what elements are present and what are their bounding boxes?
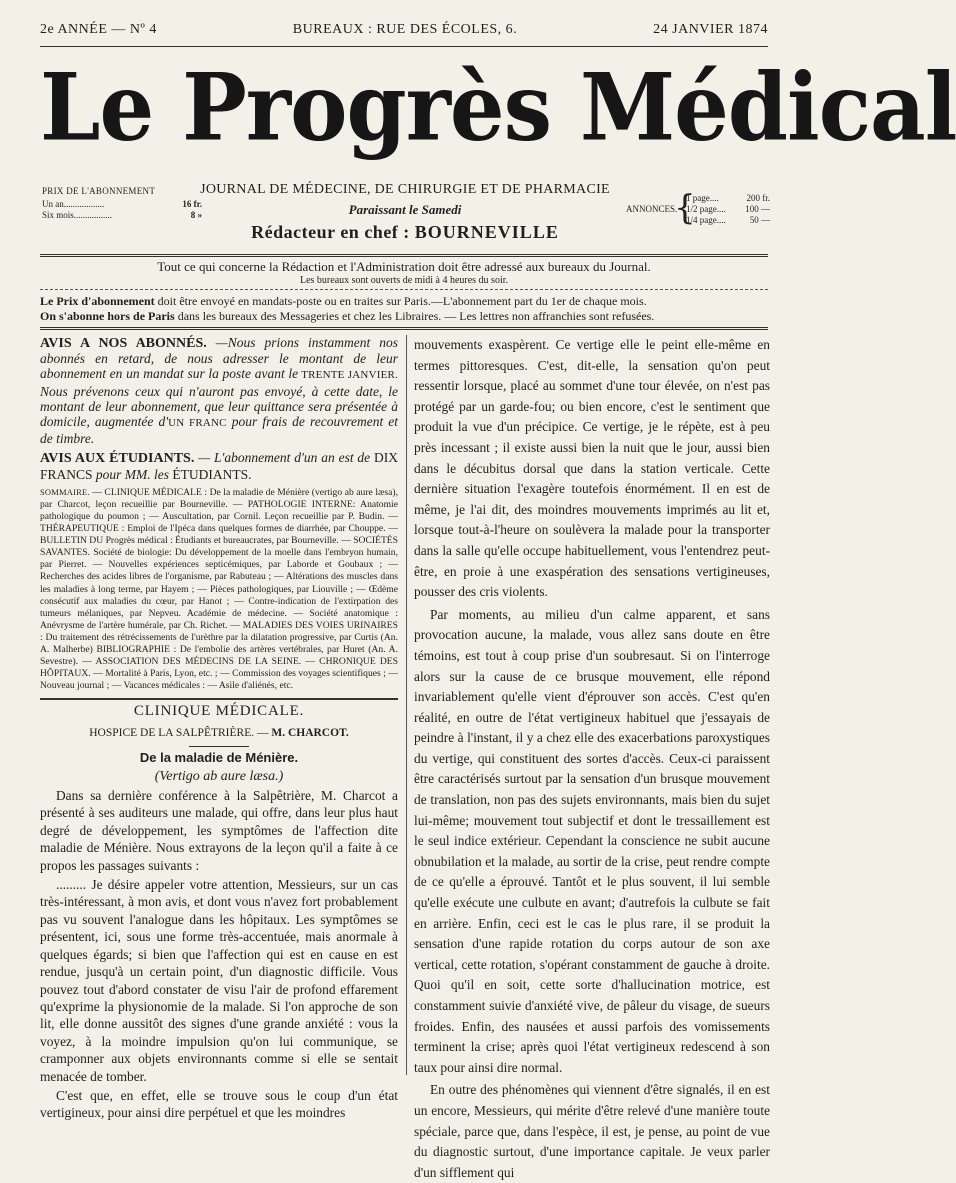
masthead-subtitle-block xyxy=(200,182,610,243)
ad-size: 1/4 page.... xyxy=(686,215,726,225)
notice-smallcaps: DIX FRANCS xyxy=(40,450,398,482)
notice-rule xyxy=(40,289,768,290)
notice-text: doit être envoyé en mandats-poste ou en traites sur Paris.—L'abonnement part du 1er de chaque mois. xyxy=(154,294,647,308)
publication-frequency: Paraissant le Samedi xyxy=(348,202,462,217)
journal-subtitle: JOURNAL DE MÉDECINE, DE CHIRURGIE ET DE PHARMACIE xyxy=(200,182,610,197)
notice-italic: — L'abonnement d'un an est de xyxy=(194,450,371,466)
masthead-rule xyxy=(40,254,768,257)
administration-notice xyxy=(40,259,768,286)
notice-bottom-rule xyxy=(40,327,768,330)
notice-bold: Le Prix d'abonnement xyxy=(40,294,155,308)
header-rule xyxy=(40,46,768,47)
notice-italic: pour MM. les xyxy=(92,466,170,482)
article-paragraph: Par moments, au milieu d'un calme apparent, et sans provocation aucune, la malade, vous allez sans doute en être témoins, est tout à coup prise d'un soubresaut. Si on l'interroge alors sur la cause de ce brusque mouvement, elle répond invariablement qu'elle vient d'éprouver son accès. C'est qu'en réalité, en outre de l'état vertigineux habituel que j'essayais de peindre à l'instant, il y a chez elle des exacerbations paroxystiques du vertige, qui constituent des sortes d'accès. Ceux-ci paraissent être caractérisés surtout par la sensation d'un brusque mouvement de translation, non pas des sujets environnants, mais bien du sujet lui-même; mouvement tout subjectif et dont le tressaillement est le seul indice extérieur. Cependant la conscience ne subit aucune obnubilation et la malade, au sortir de la crise, peut rendre compte de ce qu'elle a éprouvé. Tantôt et le plus souvent, il lui semble qu'elle exécute une culbute en avant; d'autrefois la culbute se fait en arrière. Enfin, ceci est le cas le plus rare, il se produit la sensation d'une rapide rotation du corps autour de son axe vertical, cette rotation, s'opérant constamment de gauche à droite. Quoi qu'il en soit, cette sorte d'hallucination motrice, est constamment suivie d'anxiété vive, de pâleur du visage, de sueurs froides. Enfin, des nausées et aussi parfois des vomissements terminent la crise; après quoi l'état vertigineux redescend à son taux pour ainsi dire normal. xyxy=(414,606,770,1075)
ad-size: 1/2 page.... xyxy=(686,204,726,214)
contents-text: — CLINIQUE MÉDICALE : De la maladie de Ménière (vertigo ab aure læsa), par Charcot, leçon recueillie par Bourneville. — PATHOLOGIE INTERNE: Anatomie pathologique du poumon ; — Auscultation, par Cornil. Leçon recueillie par P. Budin. — THÉRAPEUTIQUE : Emploi de l'Ipéca dans quelques formes de diarrhée, par Chouppe. — BULLETIN DU Progrès médical : Étudiants et bureaucrates, par Bourneville. — SOCIÉTÉS SAVANTES. Société de biologie: Du développement de la moelle dans l'embryon humain, par Pierret. — Nouvelles expériences septicémiques, par Laborde et Goubaux ; — Recherches des acides libres de l'organisme, par Rabuteau ; — Altérations des muscles dans les maladies à long terme, par Hayem ; — Pièces pathologiques, par Liouville ; — Œdème consécutif aux maladies du cœur, par Hanot ; — Contre-indication de l'extirpation des tumeurs mélaniques, par Nepveu. Académie de médecine. — Société anatomique : Anévrysme de l'artère humérale, par Ch. Richet. — MALADIES DES VOIES URINAIRES : Du traitement des rétrécissements de l'urèthre par la dilatation progressive, par Curtis (An. A. Malherbe) BIBLIOGRAPHIE : De l'embolie des artères vertébrales, par Huret (An. A. Sevestre). — ASSOCIATION DES MÉDECINS DE LA SEINE. — CHRONIQUE DES HÔPITAUX. — Mortalité à Paris, Lyon, etc. ; — Commission des voyages scientifiques ; — Nouveau journal ; — Vacances médicales : — Asile d'aliénés, etc. xyxy=(40,486,398,692)
subscription-title: PRIX DE L'ABONNEMENT xyxy=(42,186,156,196)
offices-address: BUREAUX : RUE DES ÉCOLES, 6. xyxy=(292,22,518,37)
issue-number: 2e ANNÉE — Nº 4 xyxy=(40,22,157,37)
article-subtitle xyxy=(40,768,398,785)
notice-bold: On s'abonne hors de Paris xyxy=(40,309,175,323)
subscription-prices xyxy=(42,186,202,221)
article-title: De la maladie de Ménière. xyxy=(139,750,299,766)
editor-line xyxy=(200,222,610,243)
issue-date: 24 JANVIER 1874 xyxy=(653,22,768,37)
ad-rate-row xyxy=(686,204,770,215)
section-title: CLINIQUE MÉDICALE. xyxy=(40,698,398,720)
ad-rate-row xyxy=(686,193,770,204)
notice-italic: Nous prévenons ceux qui n'auront pas envoyé, à cette date, le montant de leur abonnement, que leur quittance sera présentée à domicile, augmentée d' xyxy=(40,383,398,430)
header-line xyxy=(40,22,768,42)
price-value: 8 » xyxy=(190,210,202,220)
author-name: M. CHARCOT. xyxy=(271,726,349,739)
notice-smallcaps: UN FRANC xyxy=(168,417,227,430)
notice-line: Tout ce qui concerne la Rédaction et l'Administration doit être adressé aux bureaux du Journal. xyxy=(157,259,651,274)
contents-label: SOMMAIRE. xyxy=(40,486,90,497)
notice-line xyxy=(40,294,768,309)
ads-label: ANNONCES. xyxy=(626,204,678,214)
table-of-contents xyxy=(40,486,398,693)
notice-heading: AVIS A NOS ABONNÉS. xyxy=(40,336,207,351)
ad-size: 1 page.... xyxy=(686,193,719,203)
notice-italic: pour frais de recouvrement et de timbre. xyxy=(40,414,398,447)
price-value: 16 fr. xyxy=(182,199,202,209)
short-rule xyxy=(189,746,249,747)
editor-label: Rédacteur en chef : xyxy=(251,222,410,242)
right-column xyxy=(414,335,770,1183)
subscription-notice xyxy=(40,294,768,324)
ad-price: 200 fr. xyxy=(746,193,770,203)
notice-smallcaps: TRENTE JANVIER. xyxy=(298,369,398,382)
article-paragraph: Dans sa dernière conférence à la Salpêtrière, M. Charcot a présenté à ses auditeurs une malade, qui offre, dans leur plus haut degré de développement, les symptômes de l'affection dite maladie de Ménière. Nous extrayons de la leçon qu'il a faite à ce propos les passages suivants : xyxy=(40,788,398,873)
ad-rates xyxy=(686,193,770,226)
ad-price: 50 — xyxy=(749,215,770,225)
article-paragraph: mouvements exaspèrent. Ce vertige elle le peint elle-même en termes pittoresques. C'est, dit-elle, la sensation qu'on peut ressentir lorsque, placé au sommet d'une tour élevée, on n'est pas protégé par un garde-fou; ou bien encore, c'est le sentiment que produit la vue d'un précipice. Ce vertige, je le répète, est à peu près incessant ; il existe aussi bien la nuit que le jour, aussi bien dans le décubitus dorsal que dans la station verticale. Cette dernière situation l'exagère toutefois énormément. Il en est de même, je l'ai dit, des moindres mouvements imprimés au lit et, lorsque tout-à-l'heure on soulèvera la malade pour la transporter dans la salle qu'elle occupe habituellement, vous l'entendrez peut-être, en proie à une exaspération des sensations vertigineuses, pousser des cris violents. xyxy=(414,337,770,600)
ad-price: 100 — xyxy=(745,204,770,214)
price-label: Un an.................. xyxy=(42,199,105,209)
notice-smallcaps: ÉTUDIANTS. xyxy=(169,466,252,482)
price-row xyxy=(42,199,202,210)
students-notice xyxy=(40,450,398,481)
article-byline xyxy=(40,725,398,742)
notice-hours: Les bureaux sont ouverts de midi à 4 heures du soir. xyxy=(299,275,508,286)
column-divider xyxy=(406,335,407,1075)
article-paragraph: En outre des phénomènes qui viennent d'être signalés, il en est un encore, Messieurs, qui mérite d'être relevé d'une manière toute spéciale, parce que, dans l'espèce, il est, je pense, au point de vue du diagnostic surtout, d'une importance capitale. Je veux parler d'un sifflement qui xyxy=(414,1082,770,1180)
brace-icon: { xyxy=(674,188,696,228)
notice-italic: —Nous prions instamment nos abonnés en retard, de nous adresser le montant de leur abonnement en un mandat sur la poste avant le xyxy=(40,335,398,382)
notice-heading: AVIS AUX ÉTUDIANTS. xyxy=(40,451,195,467)
ad-rate-row xyxy=(686,215,770,226)
hospice-label: HOSPICE DE LA SALPÊTRIÈRE. — xyxy=(89,726,269,739)
left-column xyxy=(40,335,398,1122)
article-subtitle-text: (Vertigo ab aure læsa.) xyxy=(154,768,284,784)
notice-line xyxy=(40,309,768,324)
article-paragraph: ......... Je désire appeler votre attention, Messieurs, sur un cas très-intéressant, à mon avis, et dont vous n'avez fort probablement pas vu souvent l'analogue dans les hôpitaux. Les symptômes se présentent, ici, sous une forme très-accentuée, mais anormale à quelques égards; si bien que l'affection qui est en cause en est rendue, jusqu'à un certain point, d'un diagnostic difficile. Vous pouvez tout d'abord constater de visu l'air de profond effarement qu'exprime la physionomie de la malade. Si l'on approche de son lit, elle donne aussitôt des signes d'une grande anxiété : vous la voyez, à la moindre impulsion qu'on lui communique, se cramponner aux objets environnants comme si elle se sentait menacée de tomber. xyxy=(40,877,398,1084)
masthead-title: Le Progrès Médical xyxy=(40,52,956,162)
editor-name: BOURNEVILLE xyxy=(414,222,559,242)
article-paragraph: C'est que, en effet, elle se trouve sous le coup d'un état vertigineux, pour ainsi dire perpétuel et que les moindres xyxy=(40,1087,398,1121)
price-label: Six mois................. xyxy=(42,210,113,220)
notice-text: dans les bureaux des Messageries et chez les Libraires. — Les lettres non affranchies sont refusées. xyxy=(174,309,655,323)
price-row xyxy=(42,210,202,221)
subscribers-notice xyxy=(40,335,398,446)
